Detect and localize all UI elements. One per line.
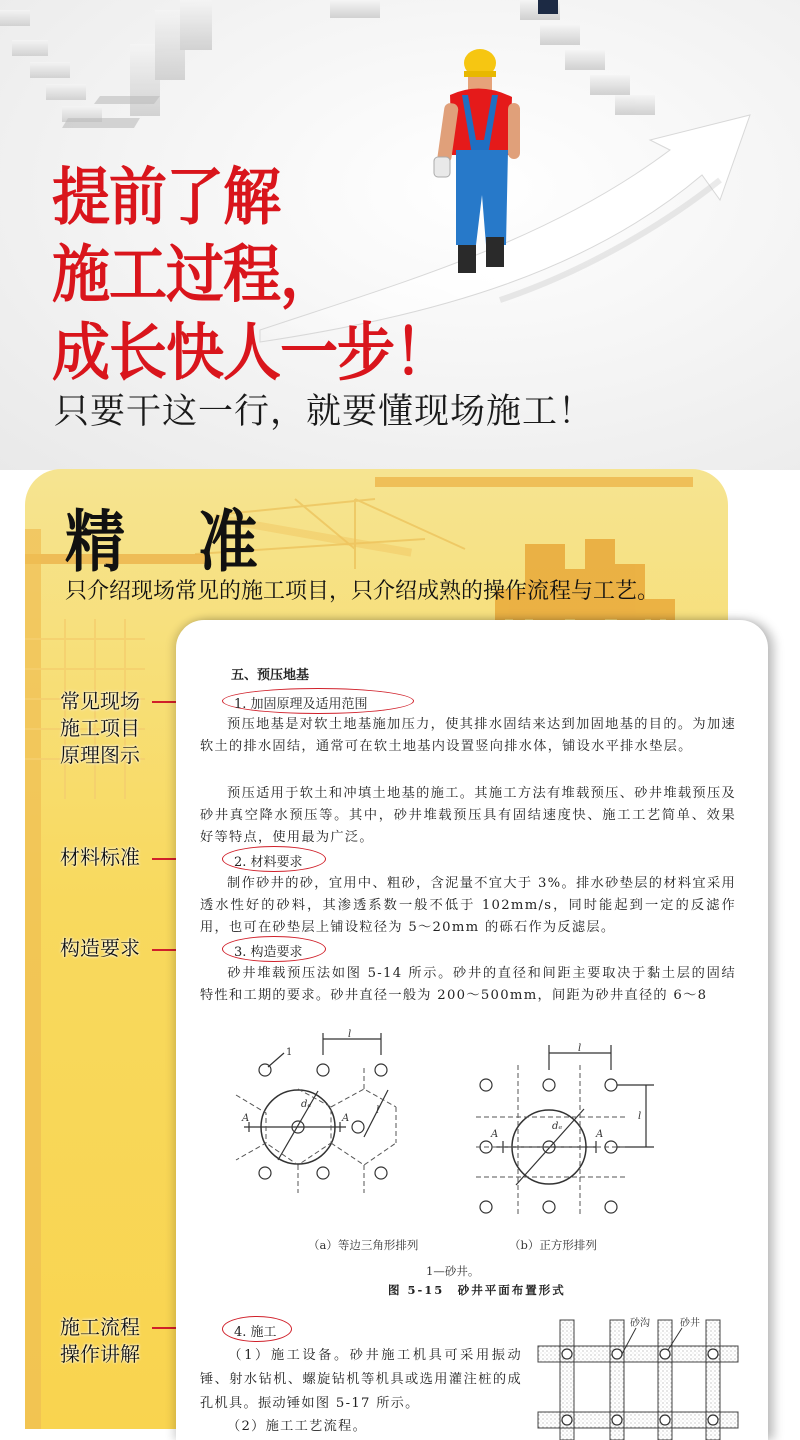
svg-text:dₑ: dₑ — [301, 1099, 312, 1110]
callout-principle-line-1: 常见现场 — [60, 689, 140, 713]
svg-text:l: l — [638, 1111, 642, 1122]
paragraph: 预压地基是对软土地基施加压力，使其排水固结来达到加固地基的目的。为加速软土的排水固结，通常可在软土地基内设置竖向排水体，铺设水平排水垫层。 — [200, 717, 736, 754]
figure-sand-well-layout — [216, 1025, 736, 1225]
callout-structure — [60, 935, 140, 962]
svg-text:l: l — [348, 1029, 352, 1040]
callout-structure-line-1: 构造要求 — [60, 936, 140, 960]
hero-headline-line-2: 施工过程， — [52, 237, 338, 312]
paragraph: 制作砂井的砂，宜用中、粗砂，含泥量不宜大于 3%。排水砂垫层的材料宜采用透水性好的砂料，其渗透系数一般不低于 102mm/s，同时能起到一定的反滤作用，也可在砂垫层上铺设粒径为 5～20mm 的砾石作为反滤层。 — [200, 876, 736, 935]
callout-principle-line-2: 施工项目 — [60, 716, 140, 740]
callout-materials-line-1: 材料标准 — [60, 845, 140, 869]
figure-caption-a: （a）等边三角形排列 — [308, 1238, 419, 1252]
svg-text:A: A — [596, 1129, 604, 1140]
svg-text:l: l — [376, 1105, 380, 1116]
callout-materials — [60, 844, 140, 871]
hero-headline — [52, 158, 451, 391]
subsection-title-4: 4. 施工 — [234, 1325, 277, 1340]
figure-caption-b: （b）正方形排列 — [509, 1238, 597, 1252]
callout-procedure-line-2: 操作讲解 — [60, 1342, 140, 1366]
subsection-title-3: 3. 构造要求 — [234, 945, 303, 960]
callout-principle — [60, 688, 140, 769]
svg-text:1: 1 — [286, 1047, 293, 1058]
svg-text:A: A — [491, 1129, 499, 1140]
subsection-title-2: 2. 材料要求 — [234, 855, 303, 870]
hero-headline-line-1: 提前了解 — [52, 160, 281, 234]
figure-legend: 1—砂井。 — [426, 1264, 480, 1278]
document-page — [176, 620, 768, 1440]
callout-principle-line-3: 原理图示 — [60, 743, 140, 767]
hero-subtitle: 只要干这一行，就要懂现场施工！ — [54, 392, 595, 432]
svg-text:A: A — [242, 1113, 250, 1124]
hero-headline-line-3: 成长快人一步！ — [52, 315, 452, 390]
hero-banner — [0, 0, 800, 470]
doc-heading: 五、预压地基 — [231, 668, 310, 683]
svg-text:砂沟: 砂沟 — [630, 1318, 650, 1329]
paragraph: 砂井堆载预压法如图 5-14 所示。砂井的直径和间距主要取决于黏土层的固结特性和工期的要求。砂井直径一般为 200～500mm，间距为砂井直径的 6～8 — [200, 966, 736, 1003]
svg-text:dₑ: dₑ — [552, 1121, 563, 1132]
figure-sand-trench-grid — [538, 1310, 738, 1440]
svg-text:砂井: 砂井 — [680, 1318, 700, 1329]
callout-procedure — [60, 1314, 140, 1368]
svg-text:A: A — [342, 1113, 350, 1124]
figure-title: 图 5-15 砂井平面布置形式 — [388, 1283, 566, 1297]
paragraph: （1）施工设备。砂井施工机具可采用振动锤、射水钻机、螺旋钻机等机具或选用灌注桩的成孔机具。振动锤如图 5-17 所示。 — [200, 1348, 522, 1411]
subsection-title-1: 1. 加固原理及适用范围 — [234, 697, 368, 712]
svg-text:l: l — [578, 1043, 582, 1054]
section-title: 精 准 — [65, 503, 284, 582]
callout-procedure-line-1: 施工流程 — [60, 1315, 140, 1339]
section-subtitle: 只介绍现场常见的施工项目，只介绍成熟的操作流程与工艺。 — [65, 579, 660, 604]
paragraph: 预压适用于软土和冲填土地基的施工。其施工方法有堆载预压、砂井堆载预压及砂井真空降水预压等。其中，砂井堆载预压具有固结速度快、施工工艺简单、效果好等特点，使用最为广泛。 — [200, 786, 736, 845]
paragraph: （2）施工工艺流程。 — [227, 1419, 368, 1434]
